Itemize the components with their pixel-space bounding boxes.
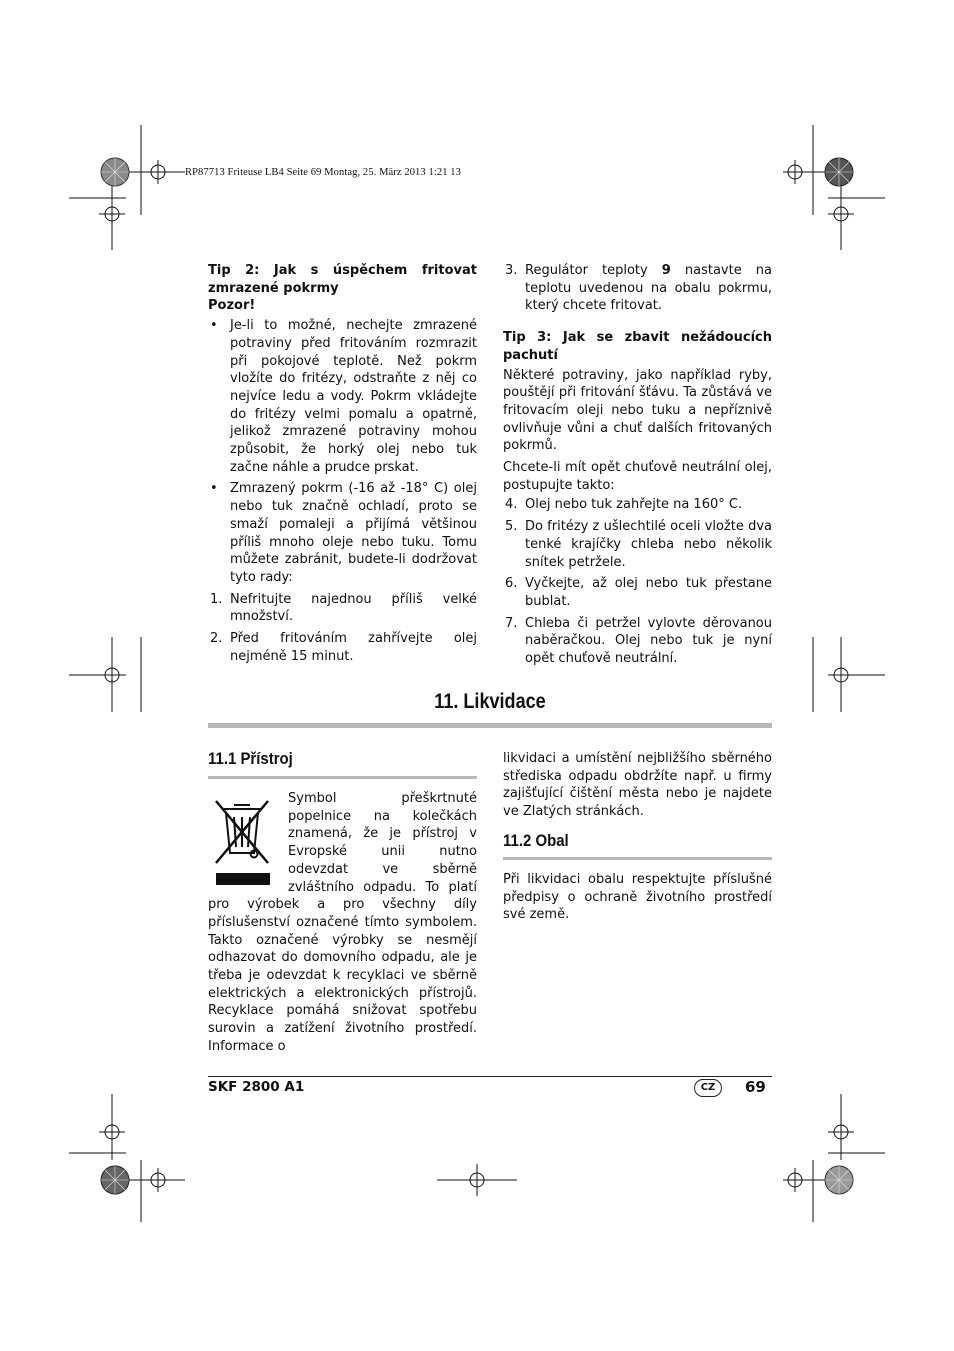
subsection-title-packaging: 11.2 Obal xyxy=(503,831,569,850)
paragraph: Při likvidaci obalu respektujte příslušné předpisy o ochraně životního prostředí své země. xyxy=(503,872,772,923)
list-item: 5. Do fritézy z ušlechtilé oceli vložte dva tenké krajíčky chleba nebo několik snítek petržele. xyxy=(505,519,772,570)
subsection-title-device: 11.1 Přístroj xyxy=(208,749,293,768)
bullet-icon: • xyxy=(210,481,218,497)
subsection-divider xyxy=(503,857,772,860)
packaging-text xyxy=(503,871,772,924)
print-slug: RP87713 Friteuse LB4 Seite 69 Montag, 25. März 2013 1:21 13 xyxy=(185,167,461,178)
right-column xyxy=(503,262,772,672)
list-item: 6. Vyčkejte, až olej nebo tuk přestane bublat. xyxy=(505,576,772,609)
paragraph: Chcete-li mít opět chuťově neutrální olej, postupujte takto: xyxy=(503,460,772,493)
tip3-heading: Tip 3: Jak se zbavit nežádoucích pachutí xyxy=(503,330,772,363)
list-item: • Zmrazený pokrm (-16 až -18° C) olej nebo tuk značně ochladí, proto se smaží pomaleji a přijímá většinou příliš mnoho oleje nebo tuku. Tomu můžete zabránit, budete-li dodržovat tyto rady: xyxy=(210,481,477,585)
device-text-left xyxy=(208,790,477,1056)
list-item: • Je-li to možné, nechejte zmrazené potraviny před fritováním rozmrazit při pokojové teplotě. Než pokrm vložíte do fritézy, odstraňte z něj co nejvíce ledu a vody. Pokrm vkládejte do fritézy velmi pomalu a opatrně, jelikož zmrazené potraviny mohou způsobit, že horký olej nebo tuk začne náhle a prudce prskat. xyxy=(210,318,477,475)
section-title: 11. Likvidace xyxy=(434,690,546,713)
paragraph: Symbol přeškrtnuté popelnice na kolečkách znamená, že je přístroj v Evropské unii nutno odevzdat ve sběrně zvláštního odpadu. To platí pro výrobek a pro všechny díly příslušenství označené tímto symbolem. Takto označené výrobky se nesmějí odhazovat do domovního odpadu, ale je třeba je odevzdat k recyklaci ve sběrně elektrických a elektronických přístrojů. Recyklace pomáhá snižovat spotřebu surovin a zatížení životního prostředí. Informace o xyxy=(208,791,477,1054)
language-badge: CZ xyxy=(694,1079,722,1097)
paragraph: Některé potraviny, jako například ryby, pouštějí při fritování šťávu. Ta zůstává ve fritovacím oleji nebo tuku a nepříznivě ovlivňuje vůni a chuť dalších fritovaných pokrmů. xyxy=(503,367,772,454)
page-number: 69 xyxy=(745,1078,766,1096)
step-list xyxy=(503,496,772,667)
list-item: 2. Před fritováním zahřívejte olej nejméně 15 minut. xyxy=(210,631,477,664)
footer-rule xyxy=(208,1076,772,1077)
bullet-icon: • xyxy=(210,318,218,334)
section-divider xyxy=(208,723,772,728)
step-list xyxy=(208,591,477,666)
device-text-right xyxy=(503,750,772,821)
tip2-heading: Tip 2: Jak s úspěchem fritovat zmrazené pokrmy xyxy=(208,263,477,296)
step-list xyxy=(503,262,772,315)
list-item: 1. Nefritujte najednou příliš velké množství. xyxy=(210,591,477,625)
list-item: 7. Chleba či petržel vylovte děrovanou naběračkou. Olej nebo tuk je nyní opět chuťově neutrální. xyxy=(505,615,772,667)
model-number: SKF 2800 A1 xyxy=(208,1079,305,1095)
bullet-list xyxy=(208,317,477,587)
list-item: 3. Regulátor teploty 9 nastavte na teplotu uvedenou na obalu pokrmu, který chcete fritovat. xyxy=(505,263,772,314)
caution-label: Pozor! xyxy=(208,298,256,314)
left-column xyxy=(208,262,477,669)
paragraph: likvidaci a umístění nejbližšího sběrného střediska odpadu obdržíte např. u firmy zajišťující čištění města nebo je najdete ve Zlatých stránkách. xyxy=(503,751,772,820)
list-item: 4. Olej nebo tuk zahřejte na 160° C. xyxy=(505,497,743,513)
subsection-divider xyxy=(208,776,477,779)
